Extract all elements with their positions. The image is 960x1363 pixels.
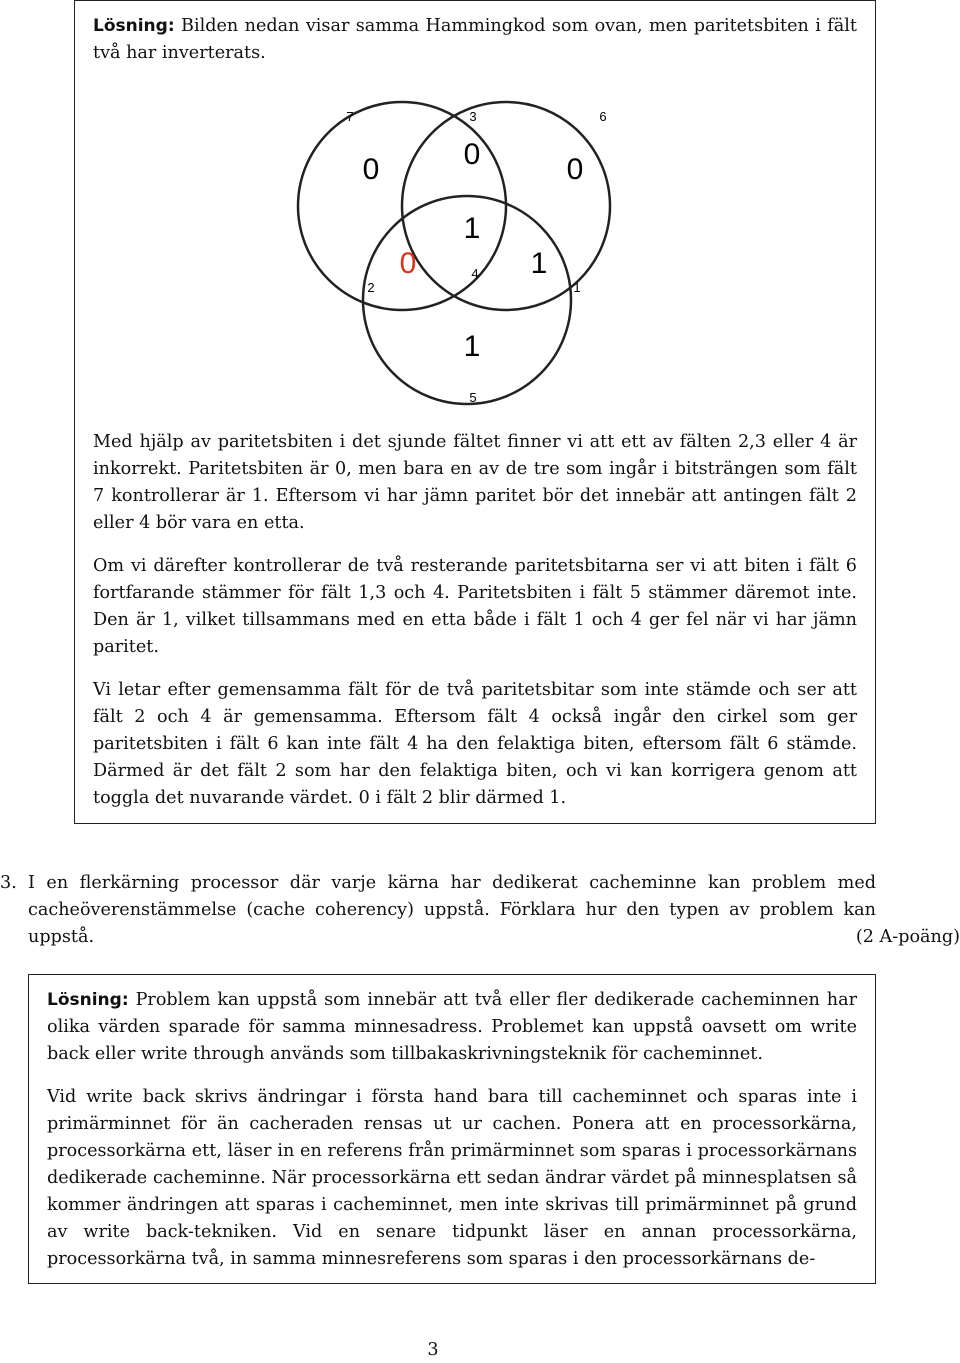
field-label-5: 5 bbox=[469, 390, 477, 405]
field-label-1: 1 bbox=[573, 280, 581, 295]
page-number: 3 bbox=[427, 1340, 439, 1360]
bit-field-6: 0 bbox=[566, 153, 584, 186]
bit-field-2-inverted: 0 bbox=[399, 247, 417, 280]
hamming-venn-diagram bbox=[0, 0, 960, 420]
field-label-7: 7 bbox=[346, 109, 354, 124]
solution-1-paragraph-3: Vi letar efter gemensamma fält för de två paritetsbitar som inte stämde och ser att fält 2 och 4 är gemensamma. Eftersom fält 4 också ingår den cirkel som ger paritetsbiten i fält 6 kan inte fält 4 ha den felaktiga biten, eftersom fält 6 stämde. Därmed är det fält 2 som har den felaktiga biten, och vi kan korrigera genom att toggla det nuvarande värdet. 0 i fält 2 blir därmed 1. bbox=[93, 680, 857, 808]
solution-1-paragraph-1: Med hjälp av paritetsbiten i det sjunde fältet finner vi att ett av fälten 2,3 eller 4 är inkorrekt. Paritetsbiten är 0, men bara en av de tre som ingår i bitsträngen som fält 7 kontrollerar är 1. Eftersom vi har jämn paritet bör det innebär att antingen fält 2 eller 4 bör vara en etta. bbox=[93, 432, 857, 533]
solution-2-content bbox=[47, 987, 857, 1289]
solution-2-paragraph-1-text: Problem kan uppstå som innebär att två eller fler dedikerade cacheminnen har olika värden sparade för samma minnesadress. Problemet kan uppstå oavsett om write back eller write through används som tillbakaskrivningsteknik för cacheminnet. bbox=[47, 990, 857, 1064]
solution-1-paragraph-2: Om vi därefter kontrollerar de två resterande paritetsbitarna ser vi att biten i fält 6 fortfarande stämmer för fält 1,3 och 4. Paritetsbiten i fält 5 stämmer däremot inte. Den är 1, vilket tillsammans med en etta både i fält 1 och 4 ger fel när vi har jämn paritet. bbox=[93, 556, 857, 657]
bit-field-5: 1 bbox=[463, 330, 481, 363]
field-label-2: 2 bbox=[367, 280, 375, 295]
field-label-4: 4 bbox=[471, 266, 479, 281]
bit-field-4: 1 bbox=[463, 212, 481, 245]
solution-2-paragraph-2: Vid write back skrivs ändringar i första hand bara till cacheminnet och sparas inte i primärminnet för än cacheraden rensas ut ur cachen. Ponera att en processorkärna, processorkärna ett, läser in en referens från primärminnet som sparas i processorkärnans dedikerade cacheminne. När processorkärna ett sedan ändrar värdet på minnesplatsen så kommer ändringen att sparas i cacheminnet, men inte skrivas till primärminnet på grund av write back-tekniken. Vid en senare tidpunkt läser en annan processorkärna, processorkärna två, in samma minnesreferens som sparas i den processorkärnans de- bbox=[47, 1087, 857, 1269]
solution-1-label: Lösning: bbox=[93, 16, 175, 36]
solution-2-label: Lösning: bbox=[47, 990, 129, 1010]
bit-field-3: 0 bbox=[463, 138, 481, 171]
solution-box-2 bbox=[28, 974, 876, 1284]
field-label-6: 6 bbox=[599, 109, 607, 124]
question-text: I en flerkärning processor där varje kärna har dedikerat cacheminne kan problem med cacheöverenstämmelse (cache coherency) uppstå. Förklara hur den typen av problem kan uppstå. bbox=[28, 873, 876, 947]
question-number: 3. bbox=[0, 873, 17, 893]
solution-1-explanation bbox=[93, 429, 857, 828]
bit-field-1: 1 bbox=[530, 247, 548, 280]
solution-2-paragraph-1 bbox=[47, 987, 857, 1068]
solution-1-intro-text: Bilden nedan visar samma Hammingkod som ovan, men paritetsbiten i fält två har inverterats. bbox=[93, 16, 857, 63]
field-label-3: 3 bbox=[469, 109, 477, 124]
question-points: (2 A-poäng) bbox=[855, 927, 960, 947]
bit-field-7: 0 bbox=[362, 153, 380, 186]
